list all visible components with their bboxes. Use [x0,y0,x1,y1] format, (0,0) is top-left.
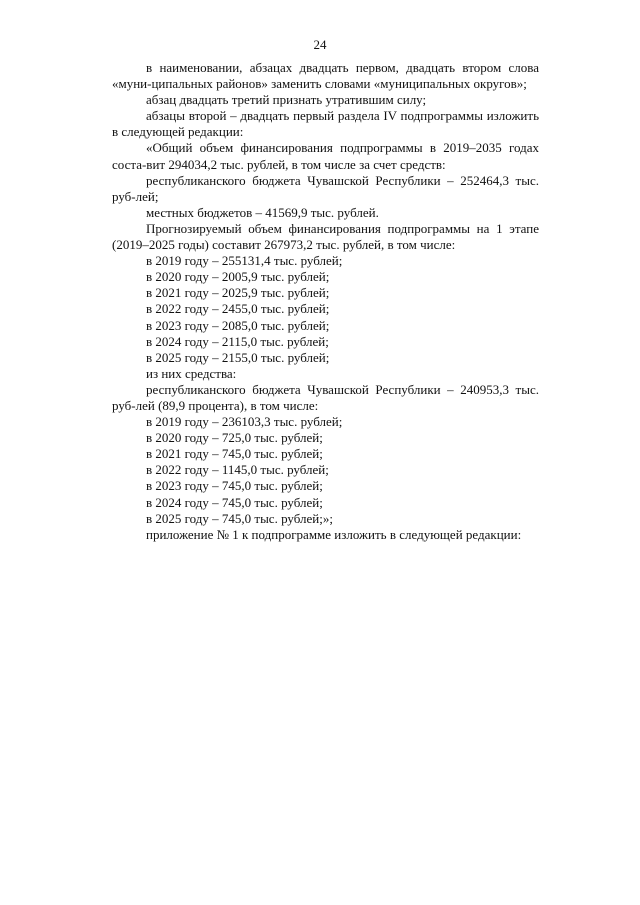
paragraph-of-them: из них средства: [146,365,237,381]
page-number: 24 [313,37,327,52]
list-item: в 2025 году – 745,0 тыс. рублей;»; [146,510,333,526]
list-item: в 2020 году – 725,0 тыс. рублей; [146,430,323,446]
list-item: в 2021 году – 2025,9 тыс. рублей; [146,285,330,301]
paragraph-appendix: приложение № 1 к подпрограмме изложить в следующей редакции: [146,526,522,542]
list-item: в 2020 году – 2005,9 тыс. рублей; [146,269,330,285]
paragraph-rename: в наименовании, абзацах двадцать первом, двадцать втором слова «муни-ципальных районов» заменить словами «муниципальных округов»; [112,60,539,92]
paragraph-stage-one: Прогнозируемый объем финансирования подпрограммы на 1 этапе (2019–2025 годы) составит 267973,2 тыс. рублей, в том числе: [112,220,539,253]
list-item: в 2023 году – 2085,0 тыс. рублей; [146,317,330,333]
list-item: в 2021 году – 745,0 тыс. рублей; [146,446,323,462]
list-item: в 2022 году – 1145,0 тыс. рублей; [146,462,329,478]
paragraph-section-iv: абзацы второй – двадцать первый раздела IV подпрограммы изложить в следующей редакции: [112,108,539,140]
paragraph-total-funding: «Общий объем финансирования подпрограммы в 2019–2035 годах соста-вит 294034,2 тыс. рублей, в том числе за счет средств: [112,140,539,172]
paragraph-local-funding: местных бюджетов – 41569,9 тыс. рублей. [146,204,379,220]
list-item: в 2019 году – 236103,3 тыс. рублей; [146,414,343,430]
paragraph-repeal: абзац двадцать третий признать утратившим силу; [146,92,427,108]
paragraph-republic-funding: республиканского бюджета Чувашской Республики – 252464,3 тыс. руб-лей; [112,172,539,204]
list-item: в 2023 году – 745,0 тыс. рублей; [146,478,323,494]
paragraph-republic-budget: республиканского бюджета Чувашской Республики – 240953,3 тыс. руб-лей (89,9 процента), в том числе: [112,381,539,413]
list-item: в 2019 году – 255131,4 тыс. рублей; [146,253,343,269]
list-item: в 2025 году – 2155,0 тыс. рублей; [146,349,330,365]
list-item: в 2024 году – 2115,0 тыс. рублей; [146,333,329,349]
list-item: в 2024 году – 745,0 тыс. рублей; [146,494,323,510]
document-body [112,60,539,543]
list-item: в 2022 году – 2455,0 тыс. рублей; [146,301,330,317]
